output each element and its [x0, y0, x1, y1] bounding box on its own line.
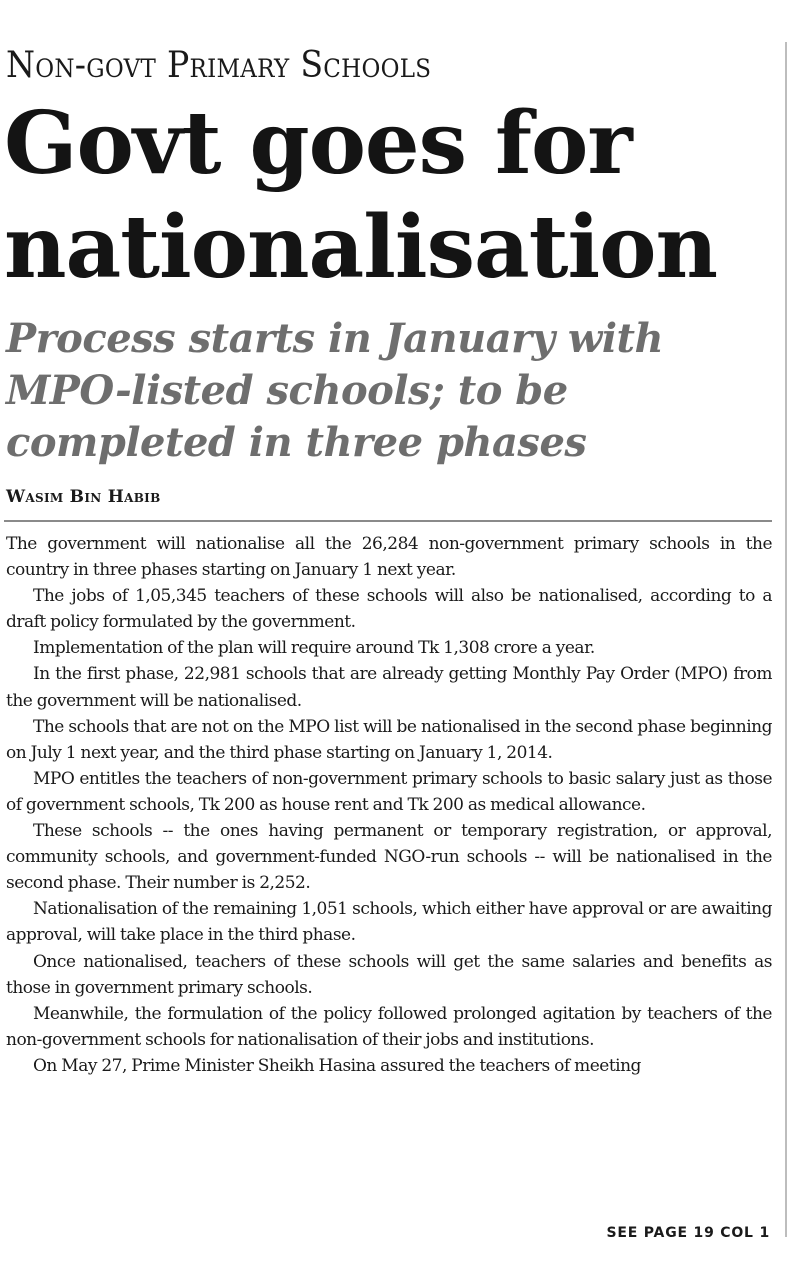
column-rule [785, 42, 787, 1237]
paragraph: Implementation of the plan will require around Tk 1,308 crore a year. [33, 638, 595, 659]
deck-subheadline [6, 313, 776, 469]
kicker: Non-govt Primary Schools [6, 45, 432, 86]
headline-line: Govt goes for [4, 93, 632, 194]
article-body [6, 531, 772, 1079]
paragraph: On May 27, Prime Minister Sheikh Hasina assured the teachers of meeting [33, 1055, 641, 1076]
paragraph: Nationalisation of the remaining 1,051 schools, which either have approval or are awaiting approval, will take place in the third phase. [6, 899, 772, 946]
paragraph: In the first phase, 22,981 schools that are already getting Monthly Pay Order (MPO) from the government will be nationalised. [6, 664, 772, 711]
deck-line: completed in three phases [6, 419, 587, 466]
paragraph: The government will nationalise all the 26,284 non-government primary schools in the country in three phases starting on January 1 next year. [6, 534, 772, 581]
paragraph: MPO entitles the teachers of non-government primary schools to basic salary just as those of government schools, Tk 200 as house rent and Tk 200 as medical allowance. [6, 768, 772, 815]
deck-line: Process starts in January with [6, 315, 664, 362]
headline-line: nationalisation [4, 197, 718, 298]
paragraph: Meanwhile, the formulation of the policy followed prolonged agitation by teachers of the non-government schools for nationalisation of their jobs and institutions. [6, 1003, 772, 1050]
paragraph: These schools -- the ones having permanent or temporary registration, or approval, community schools, and government-funded NGO-run schools -- will be nationalised in the second phase. Their number is 2,252. [6, 821, 772, 894]
headline [4, 92, 784, 300]
deck-line: MPO-listed schools; to be [6, 367, 568, 414]
byline-divider [4, 520, 772, 522]
paragraph: Once nationalised, teachers of these schools will get the same salaries and benefits as those in government primary schools. [6, 951, 772, 998]
paragraph: The jobs of 1,05,345 teachers of these schools will also be nationalised, according to a draft policy formulated by the government. [6, 586, 772, 633]
paragraph: The schools that are not on the MPO list will be nationalised in the second phase beginning on July 1 next year, and the third phase starting on January 1, 2014. [6, 716, 772, 763]
byline: Wasim Bin Habib [6, 487, 161, 507]
continuation-jump-line: SEE PAGE 19 COL 1 [606, 1225, 770, 1241]
